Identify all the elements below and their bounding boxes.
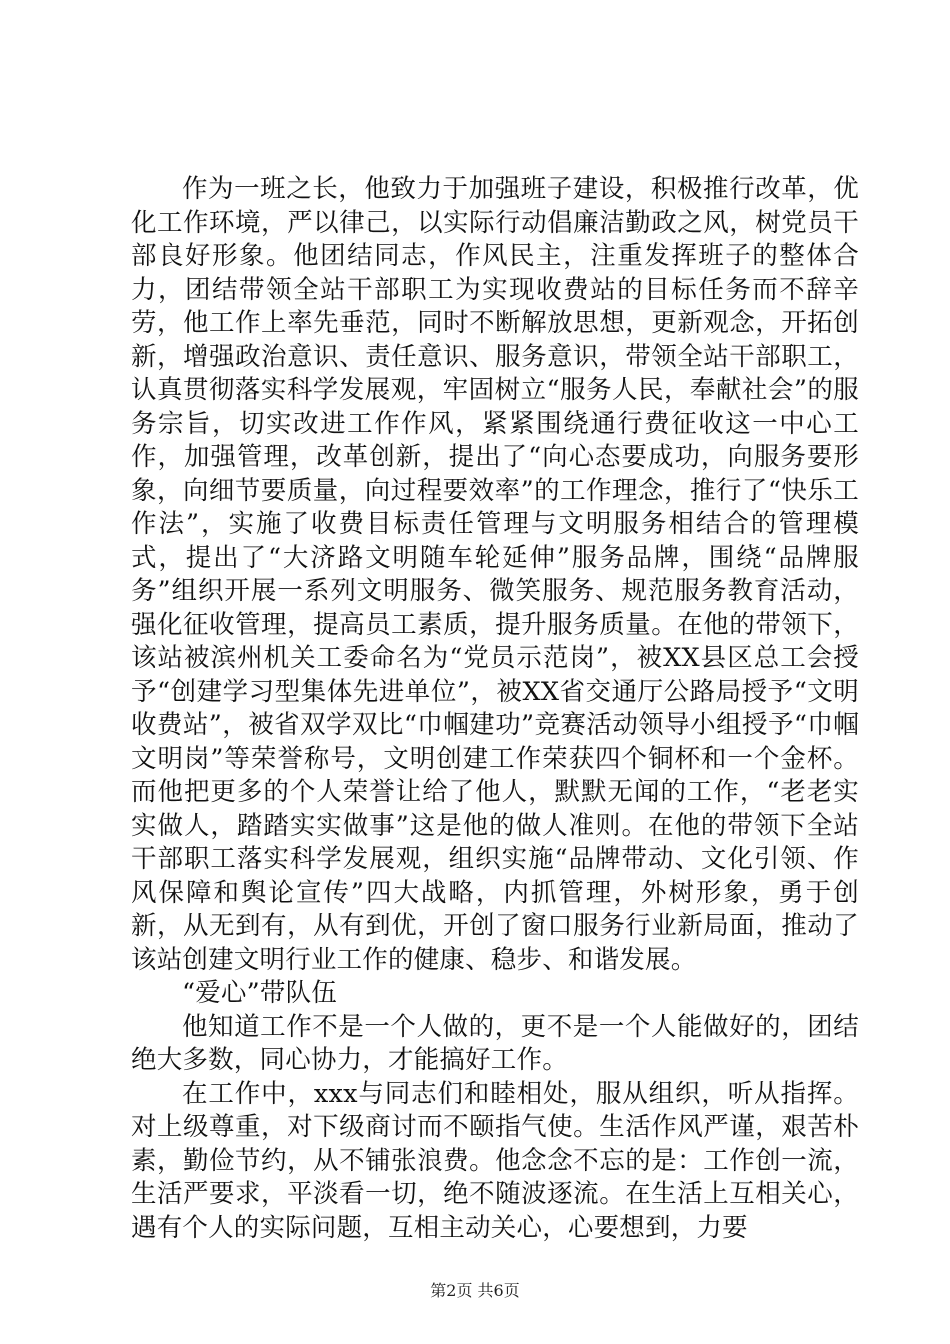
paragraph-teamwork: 他知道工作不是一个人做的，更不是一个人能做好的，团结绝大多数，同心协力，才能搞好工作。 xyxy=(131,1011,859,1075)
paragraph-work-style: 在工作中，xxx与同志们和睦相处，服从组织，听从指挥。对上级尊重，对下级商讨而不颐指气使。生活作风严谨，艰苦朴素，勤俭节约，从不铺张浪费。他念念不忘的是：工作创一流，生活严要求，平淡看一切，绝不随波逐流。在生活上互相关心，遇有个人的实际问题，互相主动关心，心要想到，力要 xyxy=(131,1078,859,1243)
paragraph-leadership: 作为一班之长，他致力于加强班子建设，积极推行改革，优化工作环境，严以律己，以实际行动倡廉洁勤政之风，树党员干部良好形象。他团结同志，作风民主，注重发挥班子的整体合力，团结带领全站干部职工为实现收费站的目标任务而不辞辛劳，他工作上率先垂范，同时不断解放思想，更新观念，开拓创新，增强政治意识、责任意识、服务意识，带领全站干部职工，认真贯彻落实科学发展观，牢固树立“服务人民，奉献社会”的服务宗旨，切实改进工作作风，紧紧围绕通行费征收这一中心工作，加强管理，改革创新，提出了“向心态要成功，向服务要形象，向细节要质量，向过程要效率”的工作理念，推行了“快乐工作法”，实施了收费目标责任管理与文明服务相结合的管理模式，提出了“大济路文明随车轮延伸”服务品牌，围绕“品牌服务”组织开展一系列文明服务、微笑服务、规范服务教育活动，强化征收管理，提高员工素质，提升服务质量。在他的带领下，该站被滨州机关工委命名为“党员示范岗”，被XX县区总工会授予“创建学习型集体先进单位”，被XX省交通厅公路局授予“文明收费站”，被省双学双比“巾帼建功”竞赛活动领导小组授予“巾帼文明岗”等荣誉称号，文明创建工作荣获四个铜杯和一个金杯。而他把更多的个人荣誉让给了他人，默默无闻的工作，“老老实实做人，踏踏实实做事”这是他的做人准则。在他的带领下全站干部职工落实科学发展观，组织实施“品牌带动、文化引领、作风保障和舆论宣传”四大战略，内抓管理，外树形象，勇于创新，从无到有，从有到优，开创了窗口服务行业新局面，推动了该站创建文明行业工作的健康、稳步、和谐发展。 xyxy=(131,174,859,975)
page-number: 第2页 共6页 xyxy=(430,1281,520,1300)
section-heading-love-team: “爱心”带队伍 xyxy=(182,978,337,1008)
document-body xyxy=(131,173,859,1245)
